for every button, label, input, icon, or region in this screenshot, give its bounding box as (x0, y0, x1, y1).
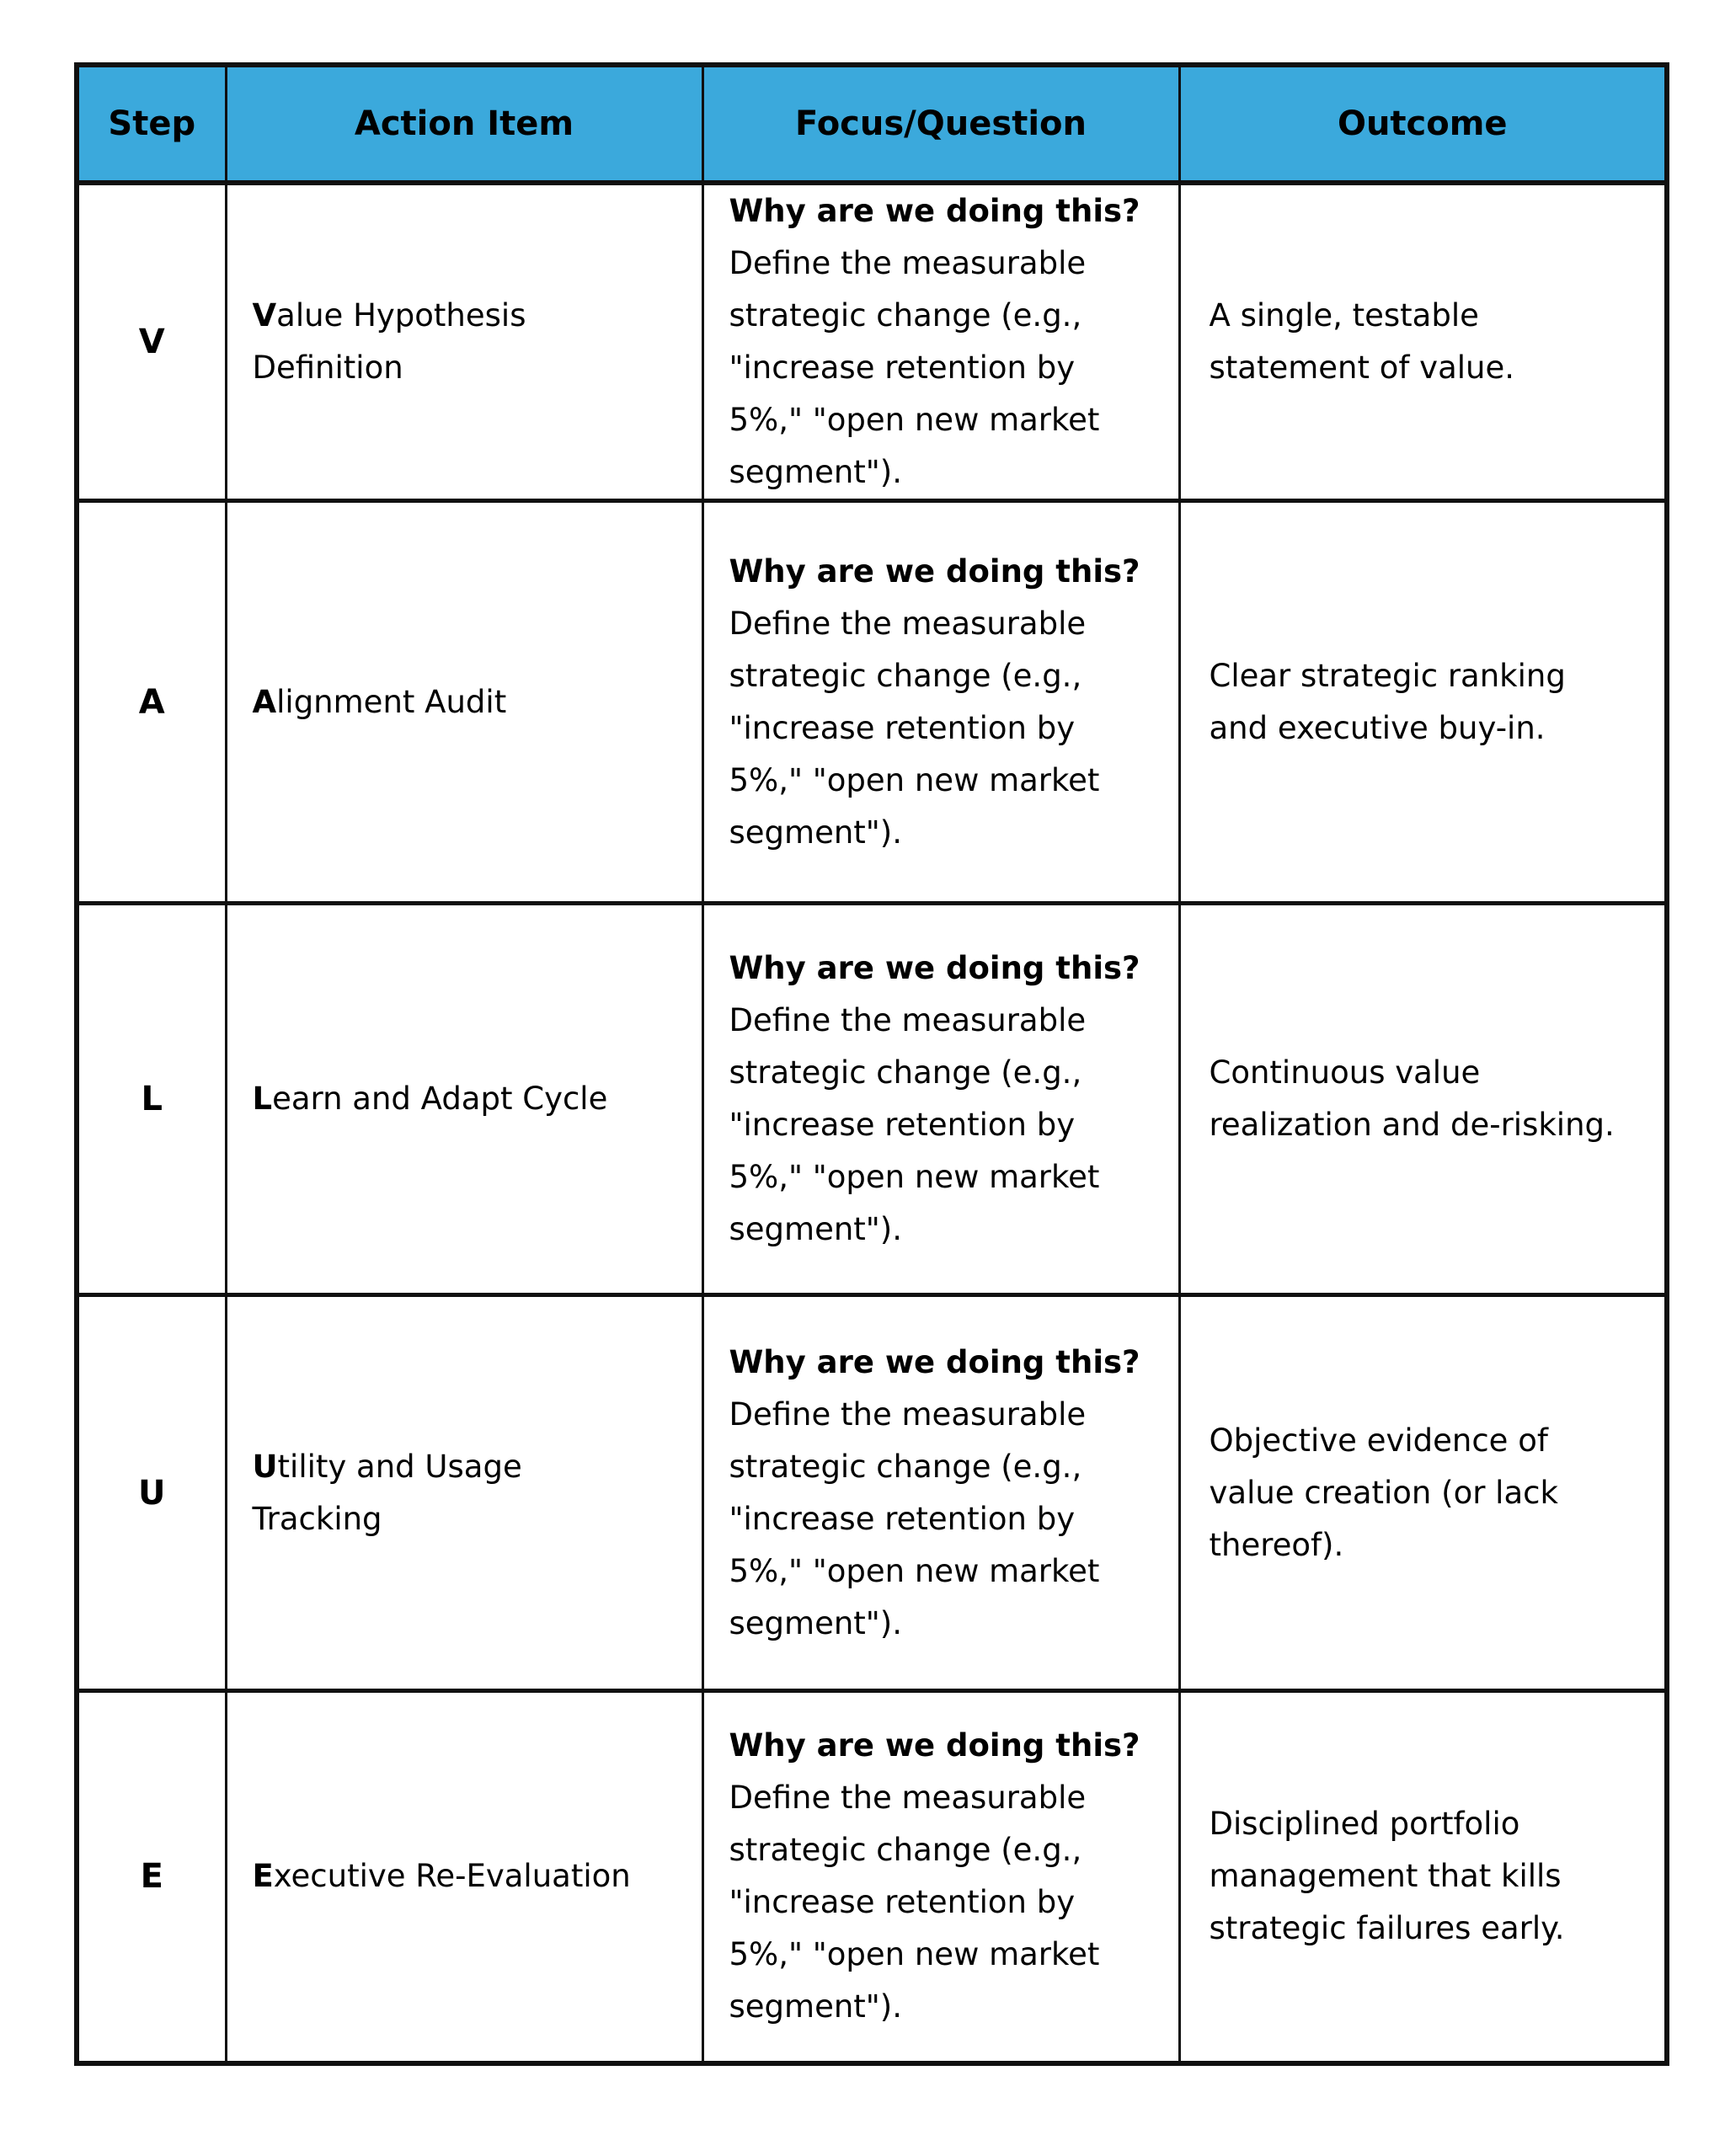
column-header-step: Step (77, 65, 226, 183)
focus-body-text: Define the measurable strategic change (e.g., "increase retention by 5%," "open new market segment"). (729, 1396, 1100, 1641)
focus-question-cell (702, 183, 1179, 501)
outcome-cell: Objective evidence of value creation (or lack thereof). (1179, 1295, 1667, 1691)
table-body (77, 183, 1667, 2063)
outcome-cell: A single, testable statement of value. (1179, 183, 1667, 501)
table-row-l (77, 904, 1667, 1295)
focus-heading: Why are we doing this? (729, 1343, 1140, 1380)
table-row-u (77, 1295, 1667, 1691)
action-item-cell (226, 904, 702, 1295)
outcome-cell: Continuous value realization and de-risking. (1179, 904, 1667, 1295)
action-item-cell (226, 1295, 702, 1691)
step-cell: L (77, 904, 226, 1295)
action-lead-letter: A (252, 683, 277, 720)
focus-body-text: Define the measurable strategic change (e.g., "increase retention by 5%," "open new market segment"). (729, 1002, 1100, 1247)
step-cell: E (77, 1691, 226, 2063)
step-cell: A (77, 501, 226, 904)
outcome-cell: Disciplined portfolio management that kills strategic failures early. (1179, 1691, 1667, 2063)
column-header-action-item: Action Item (226, 65, 702, 183)
column-header-outcome: Outcome (1179, 65, 1667, 183)
focus-heading: Why are we doing this? (729, 1727, 1140, 1764)
action-item-cell (226, 1691, 702, 2063)
table-header (77, 65, 1667, 183)
focus-question-cell (702, 904, 1179, 1295)
table-row-a (77, 501, 1667, 904)
table-row-e (77, 1691, 1667, 2063)
step-cell: V (77, 183, 226, 501)
focus-question-cell (702, 1691, 1179, 2063)
action-item-text: tility and Usage Tracking (252, 1448, 522, 1537)
value-framework-table (74, 62, 1669, 2066)
focus-heading: Why are we doing this? (729, 950, 1140, 986)
focus-body-text: Define the measurable strategic change (e.g., "increase retention by 5%," "open new market segment"). (729, 605, 1100, 851)
action-item-text: earn and Adapt Cycle (272, 1081, 608, 1117)
header-row (77, 65, 1667, 183)
action-item-text: lignment Audit (276, 683, 507, 720)
focus-heading: Why are we doing this? (729, 552, 1140, 590)
focus-body-text: Define the measurable strategic change (e.g., "increase retention by 5%," "open new market segment"). (729, 245, 1100, 490)
action-item-cell (226, 183, 702, 501)
outcome-cell: Clear strategic ranking and executive buy-in. (1179, 501, 1667, 904)
table-row-v (77, 183, 1667, 501)
action-lead-letter: V (252, 297, 277, 334)
action-item-text: alue Hypothesis Definition (252, 297, 526, 386)
action-lead-letter: L (252, 1081, 273, 1117)
focus-heading: Why are we doing this? (729, 193, 1140, 229)
focus-body-text: Define the measurable strategic change (e.g., "increase retention by 5%," "open new market segment"). (729, 1780, 1100, 2025)
column-header-focus-question: Focus/Question (702, 65, 1179, 183)
action-item-text: xecutive Re-Evaluation (273, 1858, 631, 1895)
action-item-cell (226, 501, 702, 904)
focus-question-cell (702, 501, 1179, 904)
focus-question-cell (702, 1295, 1179, 1691)
action-lead-letter: E (252, 1858, 274, 1895)
action-lead-letter: U (252, 1448, 278, 1485)
step-cell: U (77, 1295, 226, 1691)
